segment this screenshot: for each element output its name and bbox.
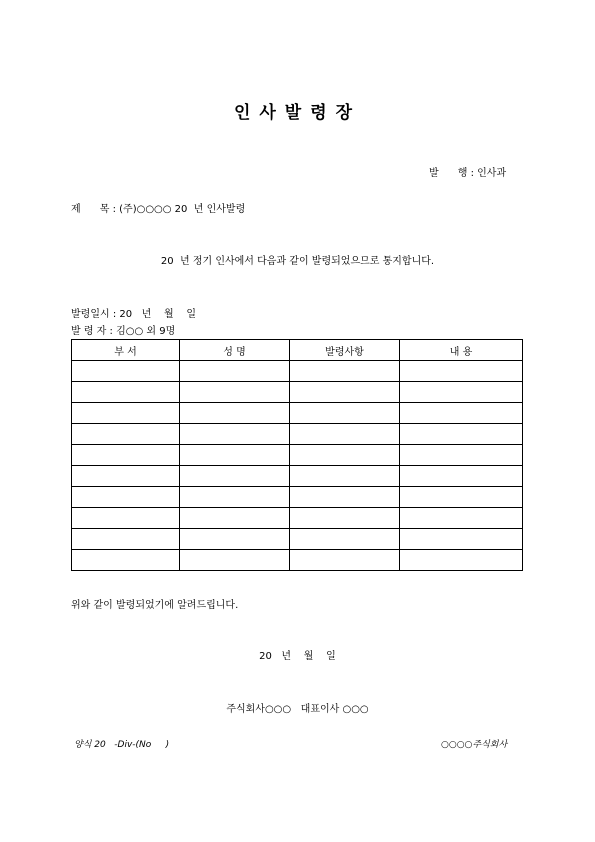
issuer-value: 인사과 [477,168,507,179]
header-department: 부 서 [72,340,180,361]
table-cell [72,445,180,466]
table-cell [72,466,180,487]
table-cell [400,403,523,424]
table-row [72,403,523,424]
table-cell [400,382,523,403]
table-cell [180,445,290,466]
table-cell [400,466,523,487]
table-cell [290,487,400,508]
table-cell [290,382,400,403]
subject-label: 제 목 [71,204,110,215]
footer-date: 20 년 월 일 [259,651,336,662]
table-cell [72,529,180,550]
table-cell [400,487,523,508]
subject-line [71,200,245,215]
table-cell [400,508,523,529]
table-cell [72,550,180,571]
table-cell [290,550,400,571]
table-row [72,424,523,445]
issuer-separator: : [467,168,478,179]
table-cell [290,508,400,529]
table-cell [72,487,180,508]
header-details: 내 용 [400,340,523,361]
table-cell [72,382,180,403]
table-cell [180,382,290,403]
target-value: 김○○ 외 9명 [116,326,176,337]
table-cell [290,361,400,382]
table-cell [400,529,523,550]
table-row [72,382,523,403]
table-cell [180,508,290,529]
header-appointment: 발령사항 [290,340,400,361]
target-label: 발 령 자 [71,326,107,337]
table-cell [180,529,290,550]
table-cell [400,550,523,571]
target-separator: : [106,326,117,337]
issue-date-value: 20 년 월 일 [119,309,197,320]
issue-date-line [71,305,196,320]
table-row [72,529,523,550]
issue-date-separator: : [109,309,120,320]
table-cell [72,424,180,445]
table-row [72,487,523,508]
table-cell [180,424,290,445]
issuer-line [429,164,506,179]
subject-value: (주)○○○○ 20 년 인사발령 [119,204,246,215]
table-row [72,466,523,487]
target-line [71,322,175,337]
appointment-table [71,339,523,571]
table-cell [180,550,290,571]
document-title: 인사발령장 [233,103,362,123]
table-row [72,550,523,571]
table-cell [290,466,400,487]
table-cell [400,424,523,445]
table-cell [180,487,290,508]
issuer-label: 발 행 [429,168,468,179]
table-cell [290,403,400,424]
closing-text: 위와 같이 발령되었기에 알려드립니다. [71,600,239,611]
table-cell [72,403,180,424]
table-cell [72,361,180,382]
table-cell [400,445,523,466]
table-cell [290,529,400,550]
table-header-row [72,340,523,361]
company-signature-line: 주식회사○○○ 대표이사 ○○○ [226,704,369,715]
table-cell [290,445,400,466]
table-row [72,508,523,529]
notice-text: 20 년 정기 인사에서 다음과 같이 발령되었으므로 통지합니다. [160,256,435,267]
footer-company: ○○○○주식회사 [441,740,508,750]
table-cell [290,424,400,445]
issue-date-label: 발령일시 [71,309,110,320]
table-cell [180,403,290,424]
subject-separator: : [109,204,120,215]
table-cell [400,361,523,382]
table-cell [180,361,290,382]
form-code: 양식 20 -Div-(No ) [74,740,170,750]
table-cell [72,508,180,529]
table-row [72,361,523,382]
header-name: 성 명 [180,340,290,361]
table-row [72,445,523,466]
table-cell [180,466,290,487]
